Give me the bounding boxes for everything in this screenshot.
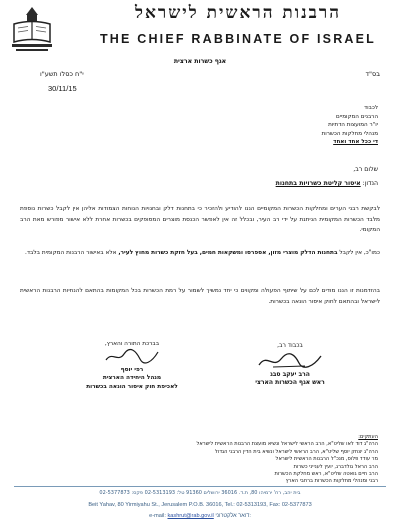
body-paragraph-3: בהזדמנות זו הננו מודים לכם על שיתוף הפעולה ומקווים כי יחד נמשיך לשמור על רמת הכשרות בכל המקומות בהתאם להנחיות הרבנות הראשית לישראל ובהתאם לחוק איסור הונאה בכשרות. [20, 288, 380, 305]
addressee-line: יו"ר המועצות הדתיות [328, 122, 378, 129]
signatory-name: הרב יעקב סבג [270, 370, 310, 378]
copies-list [78, 434, 378, 486]
copies-heading: העתקים: [358, 434, 378, 440]
handwritten-signature-icon [102, 348, 162, 366]
signature-closing: בברכת התורה והארץ, [104, 341, 160, 347]
signatory-title: ראש אגף הכשרות הארצי [255, 379, 325, 386]
body-paragraph-2-end: אלא באישור הרבנות המקומית בלבד. [25, 250, 117, 256]
copies-item: מר עודד פלוס, מנכ"ל הרבנות הראשית לישראל [275, 456, 378, 463]
email-label-hebrew: דואר אלקטרוני: [215, 513, 251, 519]
greeting: שלום רב, [353, 166, 378, 173]
addressee-line: די ככל אחד ואחד [333, 139, 378, 146]
signatory-title: לאכיפת חוק איסור הונאה בכשרות [86, 383, 178, 390]
rabbinate-emblem-icon [8, 4, 56, 56]
body-paragraph-1: לבקשת רבני הערים ומחלקות הכשרות המקומיים הננו להודיע ולהזכיר כי בתחנות דלק ובחנויות הנוחות הצמודות אליהן אין לקבל כשרות נוספת מלבד הכשרות המקומית הניתנת על ידי רב העיר, ובכלל זה אין לאפשר הכנסת מוצרים המסופקים בכשרות אחרת ללא אישור מפורש מאת הרב המקומי. [20, 206, 380, 233]
footer-address-hebrew: בית יהב, רח' ירמיהו 80, ת.ד. 36016 ירושלים 91360 טל: 02-5313193 פקס: 02-5377873 [99, 490, 301, 496]
department-name: אגף כשרות ארצית [173, 58, 227, 65]
handwritten-signature-icon [255, 351, 325, 371]
email-link[interactable]: kashrut@rab.gov.il [167, 513, 214, 519]
numeric-date: 30/11/15 [48, 84, 77, 93]
addressee-line: מנהלי מחלקות הכשרות [321, 130, 378, 137]
email-label: e-mail: [149, 513, 166, 519]
signatory-title: מנהל היחידה הארצית [102, 375, 162, 382]
signature-block-right [230, 342, 350, 388]
body-paragraph-2 [20, 248, 380, 259]
copies-item: רבני ומנהלי מחלקות הכשרות ברחבי הארץ [285, 478, 378, 485]
signature-closing: בכבוד רב, [277, 342, 303, 349]
subject-title: איסור קליטת כשרויות בתחנות [275, 180, 361, 187]
subject-label: הנדון: [362, 180, 378, 187]
copies-item: הרה"ג יצחק יוסף שליט"א, הרב הראשי לישראל ונשיא בית הדין הרבני הגדול [214, 448, 378, 455]
subject-line [276, 180, 378, 187]
addressee-line: הרבנים המקומיים [336, 113, 378, 120]
copies-item: הרב הראל גולדברג, יועץ לענייני כשרות [293, 463, 378, 470]
footer-email-line [0, 513, 400, 519]
letterhead-title-hebrew: הרבנות הראשית לישראל [135, 3, 341, 23]
body-paragraph-2-start: כמו"כ, אין לקבל [339, 250, 380, 256]
footer-divider [14, 486, 386, 487]
signature-block-left [62, 340, 202, 391]
addressee-line: לכבוד [364, 105, 378, 111]
signatory-name: רפי יוסף [120, 367, 144, 374]
copies-item: הרה"ג דוד לאו שליט"א, הרב הראשי לישראל ונשיא מועצת הרבנות הראשית לישראל [196, 441, 378, 448]
bsd-mark: בס"ד [365, 70, 380, 78]
footer-address-english: Beit Yahav, 80 Yirmiyahu St., Jerusalem P.O.B. 36016, Tel.: 02-5313193, Fax: 02-5377873 [88, 502, 312, 508]
body-paragraph-2-emphasis: בתחנות הדלק מוצרי מזון, אספרסו ומשקאות חמים, בעל חזקת כשרות מחוץ לעיר, [118, 250, 338, 256]
addressee-block [322, 104, 378, 147]
hebrew-date: י"ח כסלו תשע"ו [40, 70, 84, 78]
copies-item: הרב חיים גואטה שליט"א, ראש מחלקת הכשרות [274, 471, 378, 478]
letterhead-title-english: THE CHIEF RABBINATE OF ISRAEL [99, 32, 377, 46]
